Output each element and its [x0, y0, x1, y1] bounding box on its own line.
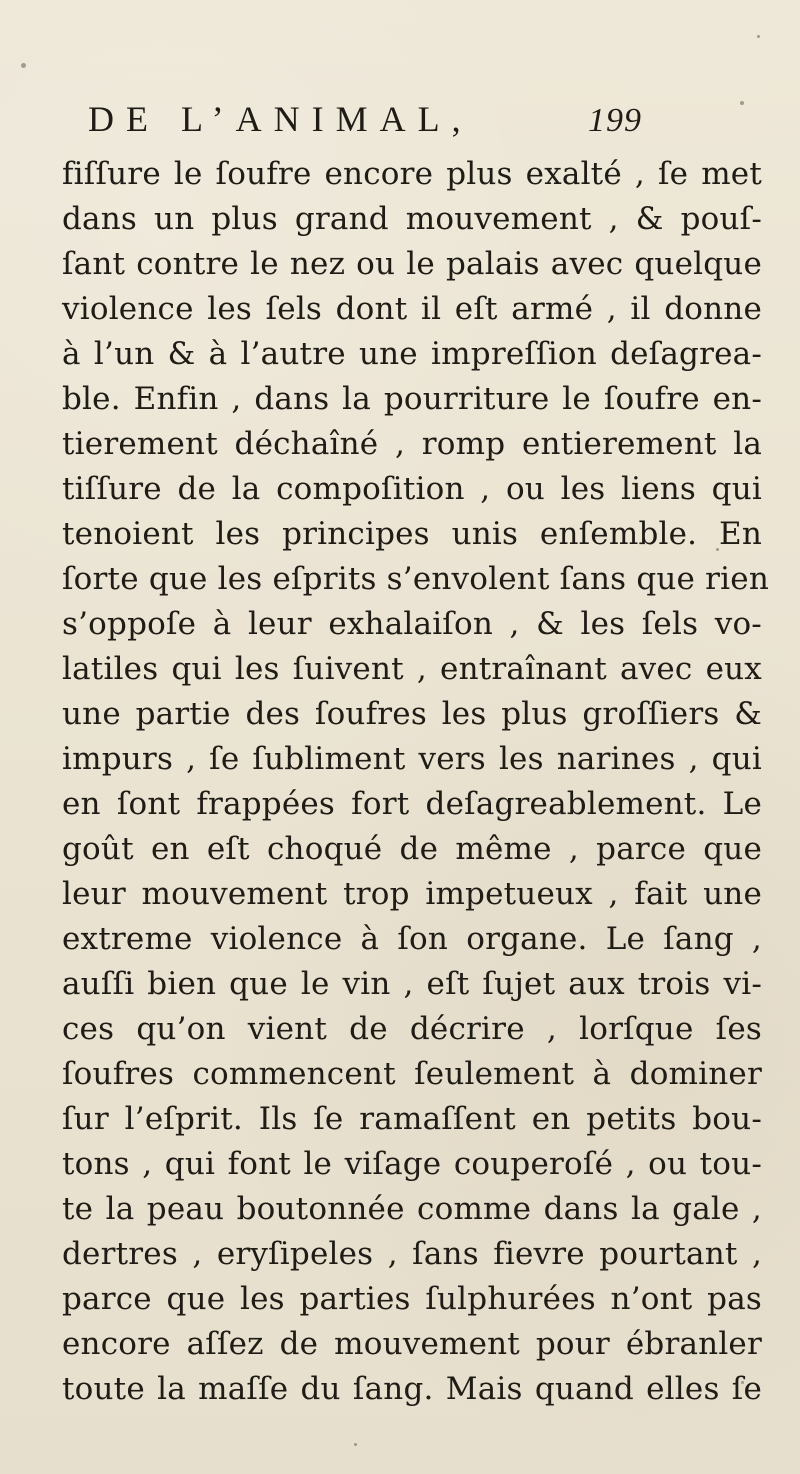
text-line: leur mouvement trop impetueux , fait une	[62, 876, 762, 912]
text-line: fiſſure le ſoufre encore plus exalté , ſe met	[62, 156, 762, 192]
text-line: tons , qui font le viſage couperoſé , ou tou-	[62, 1146, 762, 1182]
text-line: s’oppoſe à leur exhalaiſon , & les ſels vo-	[62, 606, 762, 642]
page-text	[62, 152, 769, 1412]
text-line: ſant contre le nez ou le palais avec quelque	[62, 246, 762, 282]
text-line: ſoufres commencent ſeulement à dominer	[62, 1056, 762, 1092]
paper-speck	[716, 548, 719, 551]
paper-speck	[741, 1381, 744, 1384]
text-line: extreme violence à ſon organe. Le ſang ,	[62, 921, 762, 957]
text-line: dertres , eryſipeles , ſans fievre pourtant ,	[62, 1236, 762, 1272]
paper-speck	[354, 1443, 357, 1446]
text-line: parce que les parties ſulphurées n’ont pas	[62, 1281, 762, 1317]
paper-speck	[740, 101, 744, 105]
paper-speck	[757, 35, 760, 38]
text-line: ces qu’on vient de décrire , lorſque ſes	[62, 1011, 762, 1047]
text-line: tenoient les principes unis enſemble. En	[62, 516, 762, 552]
text-line: tierement déchaîné , romp entierement la	[62, 426, 762, 462]
text-line: ſur l’eſprit. Ils ſe ramaſſent en petits bou-	[62, 1101, 762, 1137]
page-number: 199	[588, 102, 642, 139]
text-line: tiſſure de la compoſition , ou les liens qui	[62, 471, 762, 507]
text-line: latiles qui les ſuivent , entraînant avec eux	[62, 651, 762, 687]
text-line: encore aſſez de mouvement pour ébranler	[62, 1326, 762, 1362]
text-line: goût en eſt choqué de même , parce que	[62, 831, 762, 867]
text-line: violence les ſels dont il eſt armé , il donne	[62, 291, 762, 327]
text-line: impurs , ſe ſubliment vers les narines , qui	[62, 741, 762, 777]
text-line: dans un plus grand mouvement , & pouſ-	[62, 201, 762, 237]
text-line: en ſont frappées fort deſagreablement. Le	[62, 786, 762, 822]
text-line: une partie des ſoufres les plus groſſiers &	[62, 696, 762, 732]
text-line: ſorte que les eſprits s’envolent ſans que rien	[62, 561, 769, 597]
text-line: te la peau boutonnée comme dans la gale ,	[62, 1191, 762, 1227]
running-header	[88, 98, 668, 146]
text-line: toute la maſſe du ſang. Mais quand elles ſe	[62, 1371, 762, 1407]
text-line: à l’un & à l’autre une impreſſion deſagrea-	[62, 336, 762, 372]
text-line: ble. Enfin , dans la pourriture le ſoufre en-	[62, 381, 762, 417]
text-line: auſſi bien que le vin , eſt ſujet aux trois vi-	[62, 966, 762, 1002]
paper-speck	[21, 63, 26, 68]
header-title: DE L’ANIMAL,	[88, 99, 473, 139]
